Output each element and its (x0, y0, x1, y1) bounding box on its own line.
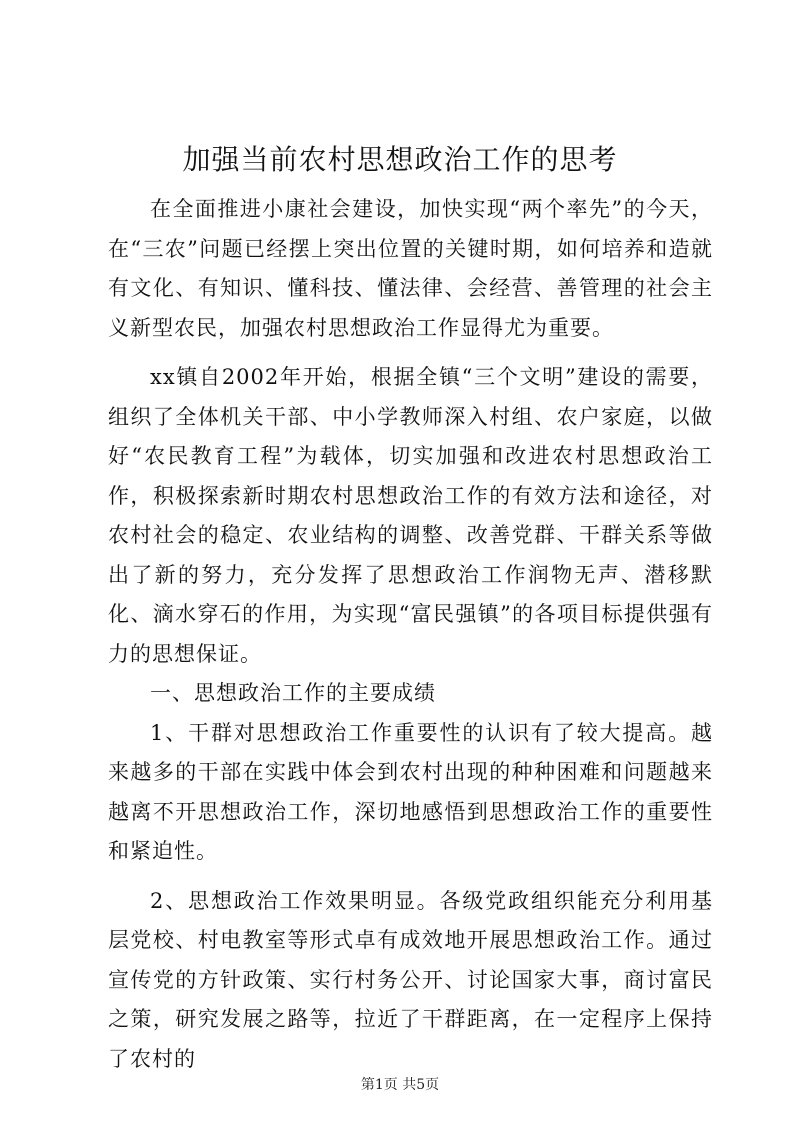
page-number-footer: 第1页 共5页 (360, 1077, 440, 1093)
paragraph-intro: 在全面推进小康社会建设，加快实现“两个率先”的今天，在“三农”问题已经摆上突出位置的关键时期，如何培养和造就有文化、有知识、懂科技、懂法律、会经营、善管理的社会主义新型农民，加强农村思想政治工作显得尤为重要。 (108, 197, 713, 340)
document-title: 加强当前农村思想政治工作的思考 (182, 143, 618, 176)
paragraph-point-2: 2、思想政治工作效果明显。各级党政组织能充分利用基层党校、村电教室等形式卓有成效地开展思想政治工作。通过宣传党的方针政策、实行村务公开、讨论国家大事，商讨富民之策，研究发展之路等，拉近了干群距离，在一定程序上保持了农村的 (108, 888, 713, 1071)
section-heading-achievements: 一、思想政治工作的主要成绩 (150, 681, 436, 705)
paragraph-point-1: 1、干群对思想政治工作重要性的认识有了较大提高。越来越多的干部在实践中体会到农村出现的种种困难和问题越来越离不开思想政治工作，深切地感悟到思想政治工作的重要性和紧迫性。 (108, 720, 713, 863)
document-body (108, 190, 713, 1079)
paragraph-town-background: xx镇自2002年开始，根据全镇“三个文明”建设的需要，组织了全体机关干部、中小学教师深入村组、农户家庭，以做好“农民教育工程”为载体，切实加强和改进农村思想政治工作，积极探索新时期农村思想政治工作的有效方法和途径，对农村社会的稳定、农业结构的调整、改善党群、干群关系等做出了新的努力，充分发挥了思想政治工作润物无声、潜移默化、滴水穿石的作用，为实现“富民强镇”的各项目标提供强有力的思想保证。 (108, 365, 713, 666)
